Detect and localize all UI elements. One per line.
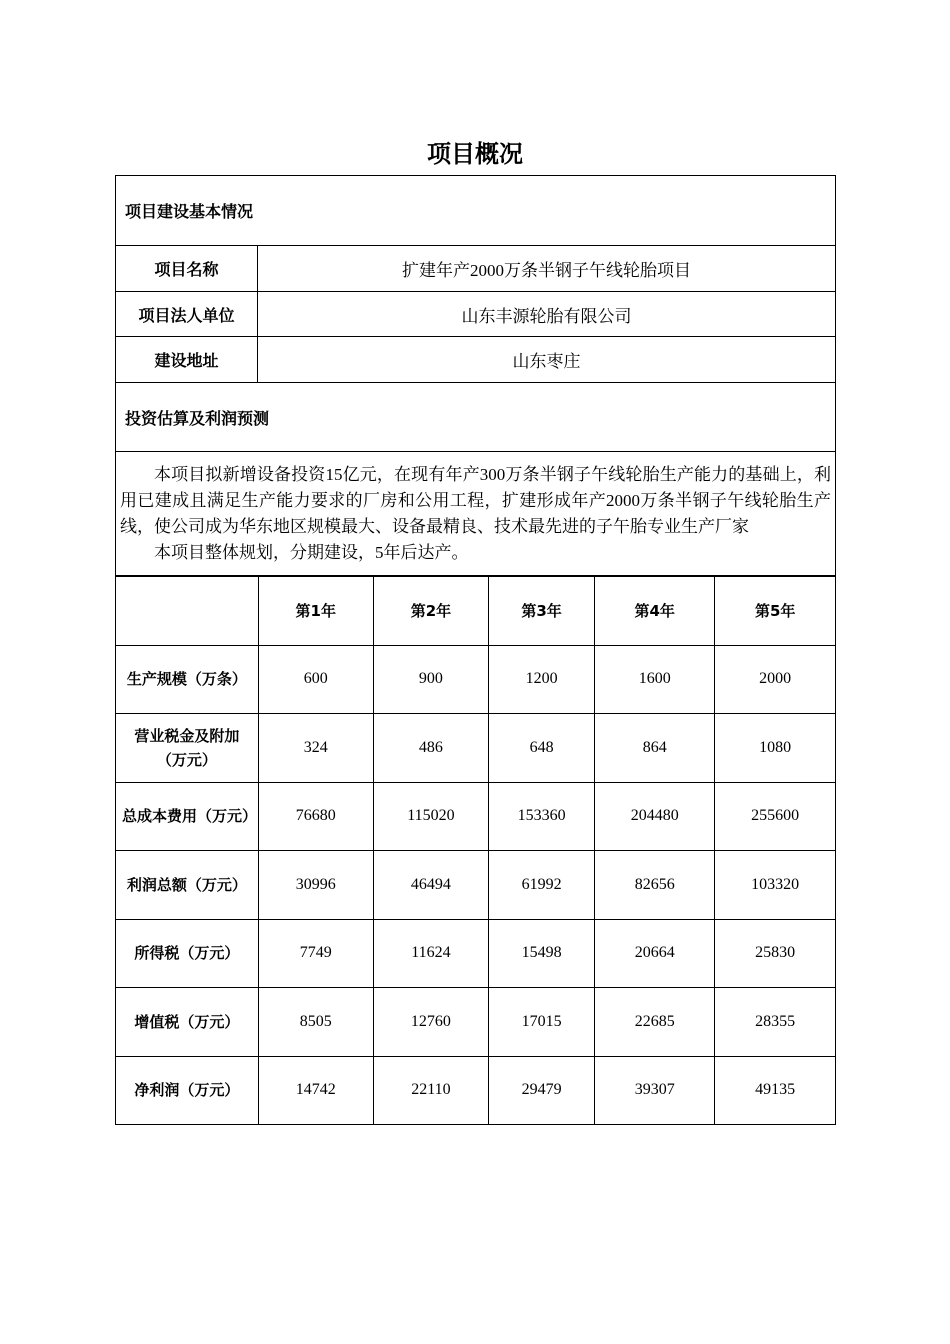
project-name-label: 项目名称 xyxy=(116,246,258,292)
header-year-1: 第1年 xyxy=(258,577,373,646)
legal-entity-label: 项目法人单位 xyxy=(116,292,258,337)
row-label: 营业税金及附加（万元） xyxy=(116,714,258,783)
table-cell: 900 xyxy=(373,645,488,714)
table-cell: 486 xyxy=(373,714,488,783)
profit-forecast-table xyxy=(116,576,835,1124)
table-cell: 115020 xyxy=(373,782,488,851)
row-label: 利润总额（万元） xyxy=(116,851,258,920)
header-year-4: 第4年 xyxy=(595,577,715,646)
page-title: 项目概况 xyxy=(427,140,523,168)
row-label: 增值税（万元） xyxy=(116,988,258,1057)
row-label: 总成本费用（万元） xyxy=(116,782,258,851)
table-row xyxy=(116,645,835,714)
table-cell: 30996 xyxy=(258,851,373,920)
header-year-3: 第3年 xyxy=(489,577,595,646)
header-cell-empty xyxy=(116,577,258,646)
row-label: 净利润（万元） xyxy=(116,1056,258,1124)
row-label: 所得税（万元） xyxy=(116,919,258,988)
table-cell: 39307 xyxy=(595,1056,715,1124)
table-cell: 20664 xyxy=(595,919,715,988)
table-cell: 1200 xyxy=(489,645,595,714)
table-cell: 103320 xyxy=(715,851,835,920)
table-cell: 29479 xyxy=(489,1056,595,1124)
header-year-5: 第5年 xyxy=(715,577,835,646)
table-cell: 204480 xyxy=(595,782,715,851)
table-cell: 82656 xyxy=(595,851,715,920)
location-value: 山东枣庄 xyxy=(258,337,836,383)
project-name-value: 扩建年产2000万条半钢子午线轮胎项目 xyxy=(258,246,836,292)
section-heading-basic: 项目建设基本情况 xyxy=(116,176,836,246)
table-row xyxy=(116,1056,835,1124)
description-paragraph-1: 本项目拟新增设备投资15亿元，在现有年产300万条半钢子午线轮胎生产能力的基础上，利用已建成且满足生产能力要求的厂房和公用工程，扩建形成年产2000万条半钢子午线轮胎生产线，使公司成为华东地区规模最大、设备最精良、技术最先进的子午胎专业生产厂家 xyxy=(120,464,832,536)
table-row xyxy=(116,919,835,988)
table-cell: 1080 xyxy=(715,714,835,783)
table-cell: 2000 xyxy=(715,645,835,714)
investment-description xyxy=(116,452,836,576)
table-row xyxy=(116,851,835,920)
description-paragraph-2: 本项目整体规划，分期建设，5年后达产。 xyxy=(154,542,469,562)
location-label: 建设地址 xyxy=(116,337,258,383)
table-cell: 11624 xyxy=(373,919,488,988)
table-cell: 864 xyxy=(595,714,715,783)
table-cell: 22685 xyxy=(595,988,715,1057)
row-label: 生产规模（万条） xyxy=(116,645,258,714)
table-cell: 324 xyxy=(258,714,373,783)
project-overview-table xyxy=(115,175,836,1125)
table-cell: 49135 xyxy=(755,1081,796,1099)
table-cell: 153360 xyxy=(489,782,595,851)
table-cell: 14742 xyxy=(258,1056,373,1124)
table-cell: 8505 xyxy=(258,988,373,1057)
table-cell: 22110 xyxy=(373,1056,488,1124)
table-cell: 46494 xyxy=(373,851,488,920)
table-cell: 25830 xyxy=(715,919,835,988)
table-cell: 28355 xyxy=(715,988,835,1057)
section-heading-investment: 投资估算及利润预测 xyxy=(116,383,836,452)
table-cell: 255600 xyxy=(715,782,835,851)
table-cell: 648 xyxy=(489,714,595,783)
table-cell: 7749 xyxy=(258,919,373,988)
table-header-row xyxy=(116,577,835,646)
table-cell: 15498 xyxy=(489,919,595,988)
table-cell: 76680 xyxy=(258,782,373,851)
table-row xyxy=(116,714,835,783)
table-cell: 12760 xyxy=(373,988,488,1057)
table-cell: 61992 xyxy=(489,851,595,920)
table-row xyxy=(116,988,835,1057)
table-cell: 600 xyxy=(258,645,373,714)
header-year-2: 第2年 xyxy=(373,577,488,646)
legal-entity-value: 山东丰源轮胎有限公司 xyxy=(258,292,836,337)
table-row xyxy=(116,782,835,851)
table-cell: 17015 xyxy=(489,988,595,1057)
table-cell: 1600 xyxy=(595,645,715,714)
